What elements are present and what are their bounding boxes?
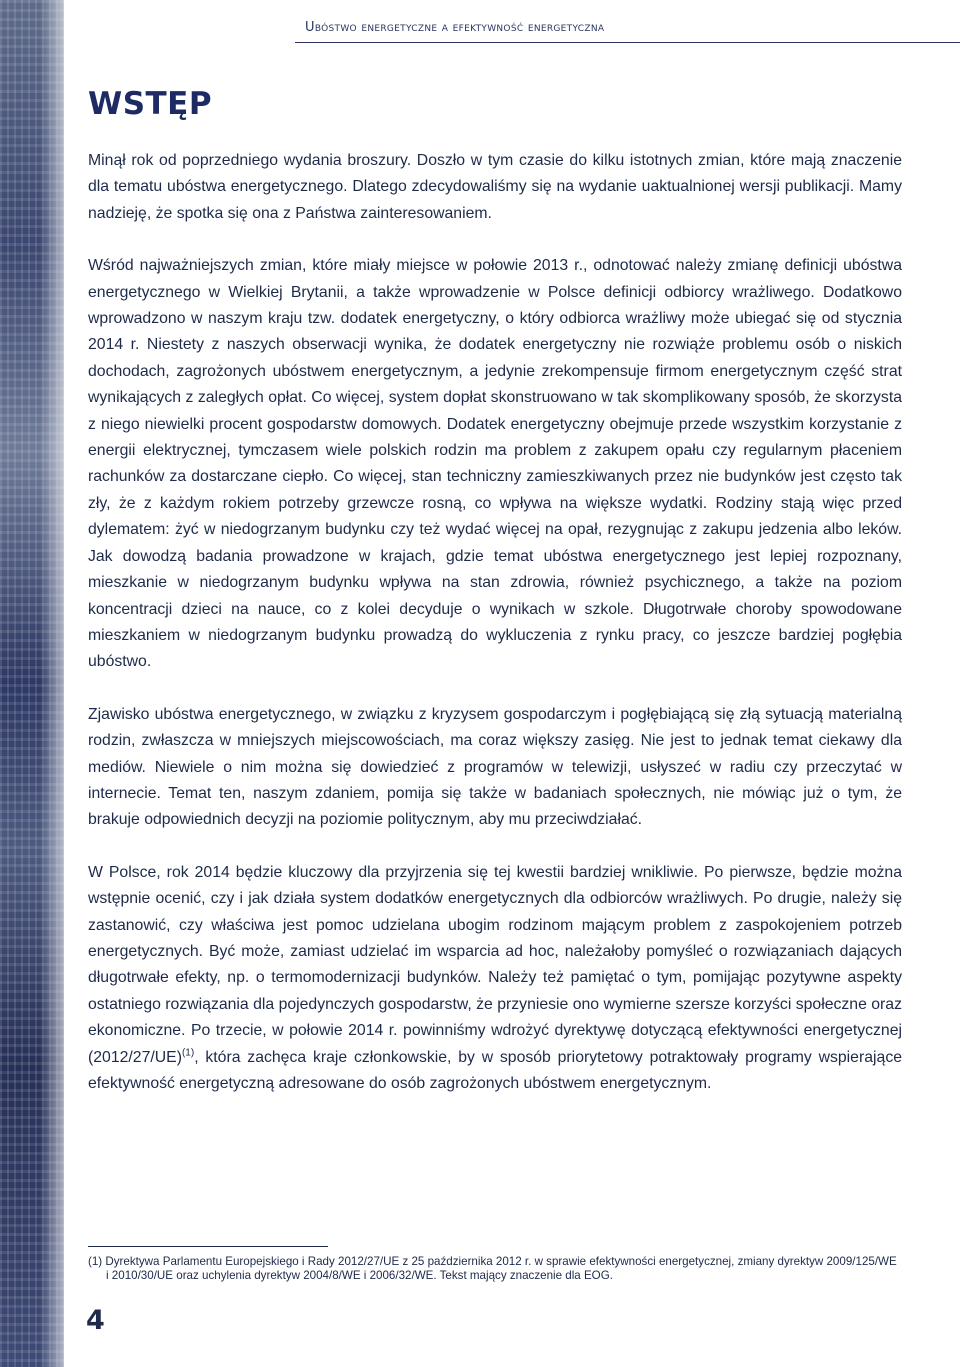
footnote-rule	[88, 1246, 328, 1247]
section-title: WSTĘP	[88, 86, 213, 122]
running-header: Ubóstwo energetyczne a efektywność energetyczna	[305, 20, 605, 35]
body-text	[88, 148, 902, 1097]
paragraph-3: Zjawisko ubóstwa energetycznego, w związku z kryzysem gospodarczym i pogłębiającą się złą sytuacją materialną rodzin, zwłaszcza w mniejszych miejscowościach, ma coraz większy zasięg. Nie jest to jednak temat ciekawy dla mediów. Niewiele o nim można się dowiedzieć z programów w telewizji, usłyszeć w radiu czy przeczytać w internecie. Temat ten, naszym zdaniem, pomija się także w badaniach społecznych, nie mówiąc już o tym, że brakuje odpowiednich decyzji na poziomie politycznym, aby mu przeciwdziałać.	[88, 705, 902, 829]
side-strip-fade	[40, 0, 80, 1367]
footnote-reference[interactable]: (1)	[181, 1047, 195, 1059]
paragraph-4	[88, 860, 902, 1098]
paragraph-4-text-end: , która zachęca kraje członkowskie, by w sposób priorytetowy potraktowały programy wspierające efektywność energetyczną adresowane do osób zagrożonych ubóstwem energetycznym.	[88, 1048, 902, 1092]
footnote	[88, 1255, 902, 1283]
page-number: 4	[86, 1305, 105, 1336]
footnote-line: (1) Dyrektywa Parlamentu Europejskiego i Rady 2012/27/UE z 25 października 2012 r. w sprawie efektywności energetycznej, zmiany dyrektyw 2009/125/WE	[88, 1255, 897, 1268]
footnote-line-continuation: i 2010/30/UE oraz uchylenia dyrektyw 2004/8/WE i 2006/32/WE. Tekst mający znaczenie dla EOG.	[106, 1269, 613, 1282]
header-rule	[295, 42, 960, 43]
paragraph-1: Minął rok od poprzedniego wydania broszury. Doszło w tym czasie do kilku istotnych zmian, które mają znaczenie dla tematu ubóstwa energetycznego. Dlatego zdecydowaliśmy się na wydanie uaktualnionej wersji publikacji. Mamy nadzieję, że spotka się ona z Państwa zainteresowaniem.	[88, 152, 902, 222]
paragraph-2: Wśród najważniejszych zmian, które miały miejsce w połowie 2013 r., odnotować należy zmianę definicji ubóstwa energetycznego w Wielkiej Brytanii, a także wprowadzenie w Polsce definicji odbiorcy wrażliwego. Dodatkowo wprowadzono w naszym kraju tzw. dodatek energetyczny, o który odbiorca wrażliwy może ubiegać się od stycznia 2014 r. Niestety z naszych obserwacji wynika, że dodatek energetyczny nie rozwiąże problemu osób o niskich dochodach, zagrożonych ubóstwem energetycznym, a jedynie zrekompensuje firmom energetycznym część strat wynikających z zaległych opłat. Co więcej, system dopłat skonstruowano w tak skomplikowany sposób, że skorzysta z niego niewielki procent gospodarstw domowych. Dodatek energetyczny obejmuje przede wszystkim korzystanie z energii elektrycznej, tymczasem wiele polskich rodzin ma problem z zakupem opału czy regularnym płaceniem rachunków za dostarczane ciepło. Co więcej, stan techniczny zamieszkiwanych przez nie budynków jest często tak zły, że z każdym rokiem potrzeby grzewcze rosną, co wpływa na większe wydatki. Rodziny stają więc przed dylematem: żyć w niedogrzanym budynku czy też wydać więcej na opał, rezygnując z zakupu jedzenia albo leków. Jak dowodzą badania prowadzone w krajach, gdzie temat ubóstwa energetycznego jest lepiej rozpoznany, mieszkanie w niedogrzanym budynku wpływa na stan zdrowia, również psychicznego, a także na poziom koncentracji dzieci na nauce, co z kolei decyduje o wynikach w szkole. Długotrwałe choroby spowodowane mieszkaniem w niedogrzanym budynku prowadzą do wykluczenia z rynku pracy, co jeszcze bardziej pogłębia ubóstwo.	[88, 257, 902, 671]
paragraph-4-text: W Polsce, rok 2014 będzie kluczowy dla przyjrzenia się tej kwestii bardziej wnikliwie. Po pierwsze, będzie można wstępnie ocenić, czy i jak działa system dodatków energetycznych dla odbiorców wrażliwych. Po drugie, należy się zastanowić, czy właściwa jest pomoc udzielana ubogim rodzinom mającym problem z zaspokojeniem potrzeb energetycznych. Być może, zamiast udzielać im wsparcia ad hoc, należałoby pomyśleć o rozwiązaniach dających długotrwałe efekty, np. o termomodernizacji budynków. Należy też pamiętać o tym, pomijając pozytywne aspekty ostatniego rozwiązania dla pojedynczych gospodarstw, że przyniesie ono wymierne szersze korzyści społeczne oraz ekonomiczne. Po trzecie, w połowie 2014 r. powinniśmy wdrożyć dyrektywę dotyczącą efektywności energetycznej (2012/27/UE)	[88, 863, 902, 1066]
